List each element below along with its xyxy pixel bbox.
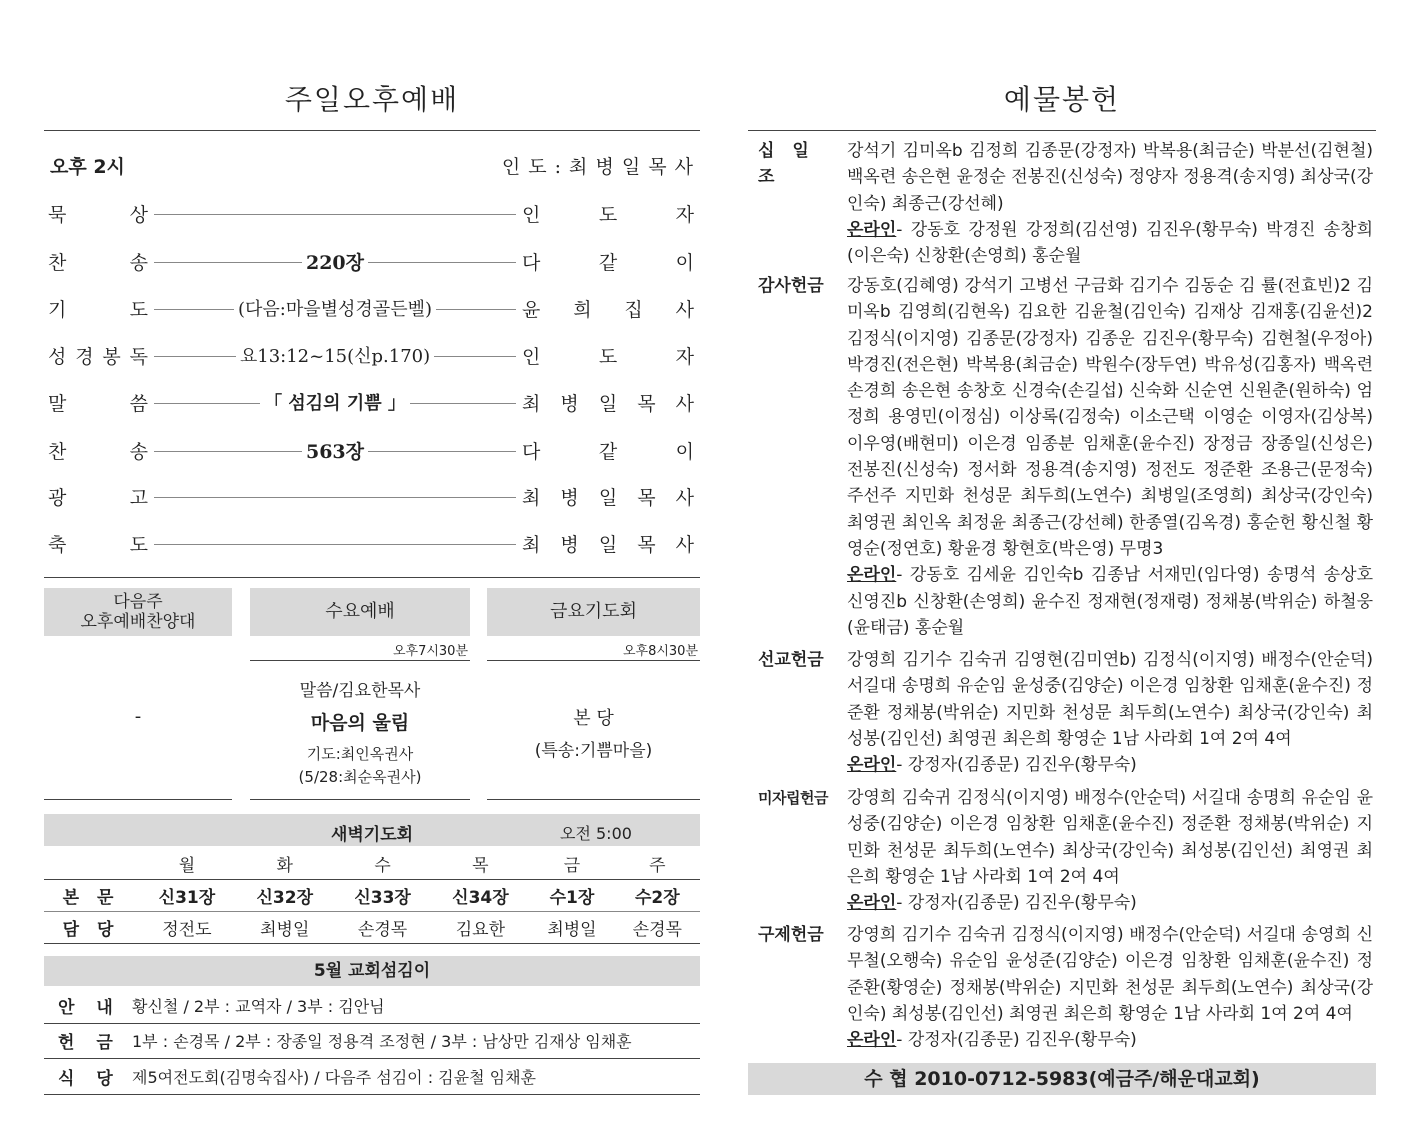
- offering-names: [847, 138, 1373, 269]
- order-responsible: [522, 483, 694, 510]
- dawn-cell: 신32장: [256, 888, 313, 908]
- order-detail-text: 563장: [302, 441, 368, 463]
- dawn-cell: 신34장: [452, 888, 509, 908]
- dawn-cell: 최병일: [260, 920, 310, 940]
- label-char: 씀: [129, 393, 148, 415]
- wednesday-next-prayer: (5/28:최순옥권사): [298, 768, 422, 786]
- label-char: 봉: [102, 346, 121, 368]
- service-leader: 인 도 : 최 병 일 목 사: [501, 156, 694, 178]
- dawn-title: 새벽기도회: [330, 825, 414, 845]
- order-label: [48, 437, 148, 464]
- dawn-cell: 화: [276, 856, 293, 876]
- dawn-cell: 신33장: [354, 888, 411, 908]
- dawn-time: 오전 5:00: [560, 824, 632, 843]
- label-char: 성: [48, 346, 67, 368]
- label-char: 일: [598, 487, 618, 509]
- servant-names: 1부 : 손경목 / 2부 : 장종일 정용격 조정현 / 3부 : 남상만 김재상 임채훈: [132, 1031, 632, 1051]
- dawn-prayer-header: [44, 814, 700, 846]
- friday-header: 금요기도회: [487, 588, 700, 636]
- order-label: [48, 200, 148, 227]
- leader-line: [154, 214, 516, 215]
- offering-category: 구제헌금: [758, 925, 824, 945]
- dawn-cell: 손경목: [632, 920, 682, 940]
- choir-title-2: 오후예배찬양대: [80, 612, 196, 632]
- order-row: [44, 530, 700, 560]
- label-char: 고: [129, 487, 148, 509]
- label-char: 말: [48, 393, 67, 415]
- online-label: 온라인: [847, 893, 897, 914]
- order-detail-text: 요13:12~15(신p.170): [236, 346, 434, 367]
- offering-category: 미자립헌금: [758, 789, 828, 807]
- service-time: 오후 2시: [50, 156, 125, 178]
- servant-role: 안 내: [58, 997, 121, 1018]
- online-donor-list: - 강정자(김종문) 김진우(황무숙): [896, 755, 1137, 776]
- online-label: 온라인: [847, 219, 897, 240]
- label-char: 목: [637, 534, 656, 556]
- label-char: 병: [560, 393, 579, 415]
- label-char: 같: [598, 441, 618, 463]
- choir-value: -: [134, 706, 142, 727]
- label-char: 독: [129, 346, 148, 368]
- wednesday-sermon-title: 마음의 울림: [310, 712, 410, 734]
- order-responsible: [522, 248, 694, 275]
- servants-header: 5월 교회섬김이: [44, 956, 700, 986]
- servant-row: [44, 987, 700, 1024]
- order-detail: [154, 389, 516, 415]
- label-char: 다: [522, 441, 541, 463]
- label-char: 인: [522, 204, 541, 226]
- divider: [44, 577, 700, 578]
- order-detail: [154, 295, 516, 321]
- order-row: [44, 200, 700, 230]
- label-char: 최: [522, 393, 541, 415]
- order-detail: [154, 342, 516, 368]
- dawn-cell: 김요한: [455, 920, 506, 940]
- donor-list: 강석기 김미옥b 김정희 김종문(강정자) 박복용(최금순) 박분선(김현철) 백옥련 송은현 윤정순 전봉진(신성숙) 정양자 정용격(송지영) 최상국(강인숙) 최종근(강선혜): [847, 141, 1373, 214]
- order-label: [48, 248, 148, 275]
- order-label: [48, 530, 148, 557]
- label-char: 인: [522, 346, 541, 368]
- dawn-cell: 수: [374, 856, 391, 876]
- order-row: [44, 248, 700, 278]
- online-label: 온라인: [847, 755, 897, 776]
- order-label: [48, 389, 148, 416]
- divider: [250, 660, 470, 661]
- online-donor-list: - 강동호 김세윤 김인숙b 김종남 서재민(임다영) 송명석 송상호 신영진b 신창환(손영희) 윤수진 정재현(정재령) 정채봉(박위순) 하철웅(윤태금) 홍순월: [847, 565, 1373, 638]
- label-char: 사: [675, 393, 694, 415]
- label-char: 다: [522, 252, 541, 274]
- offerings-panel: [748, 0, 1376, 1143]
- label-char: 도: [129, 534, 148, 556]
- friday-time: 오후8시30분: [622, 644, 698, 659]
- label-char: 광: [48, 487, 67, 509]
- label-char: 도: [129, 299, 148, 321]
- offering-category: 감사헌금: [758, 276, 824, 296]
- friday-special: (특송:기쁨마을): [534, 741, 653, 761]
- label-char: 송: [129, 441, 148, 463]
- divider: [748, 130, 1376, 131]
- dawn-cell: 최병일: [547, 920, 597, 940]
- label-char: 자: [675, 346, 694, 368]
- choir-title-1: 다음주: [113, 592, 163, 612]
- divider: [487, 660, 700, 661]
- friday-place: 본 당: [573, 708, 614, 729]
- divider: [487, 799, 700, 800]
- order-detail: [154, 248, 516, 275]
- servant-row: [44, 1022, 700, 1059]
- divider: [250, 799, 470, 800]
- label-char: 집: [624, 299, 643, 321]
- wednesday-header: 수요예배: [250, 588, 470, 636]
- divider: [44, 799, 232, 800]
- page-title: 주일오후예배: [284, 83, 460, 116]
- order-row: [44, 389, 700, 419]
- order-detail-text: (다음:마을별성경골든벨): [234, 299, 436, 320]
- dawn-row-label: 본 문: [62, 888, 120, 908]
- dawn-cell: 손경목: [357, 920, 408, 940]
- leader-line: [154, 544, 516, 545]
- dawn-row-label: 담 당: [62, 920, 120, 940]
- label-char: 이: [675, 441, 694, 463]
- order-responsible: [522, 389, 694, 416]
- order-responsible: [522, 200, 694, 227]
- label-char: 일: [598, 393, 618, 415]
- label-char: 같: [598, 252, 618, 274]
- order-row: [44, 295, 700, 325]
- label-char: 최: [522, 534, 541, 556]
- offering-names: [847, 647, 1373, 778]
- dawn-cell: 정전도: [162, 920, 212, 940]
- dawn-schedule-table: [44, 848, 700, 944]
- label-char: 기: [48, 299, 67, 321]
- order-detail: [154, 437, 516, 464]
- label-char: 사: [675, 487, 694, 509]
- online-donor-list: - 강정자(김종문) 김진우(황무숙): [896, 893, 1137, 914]
- order-label: [48, 483, 148, 510]
- label-char: 윤: [522, 299, 541, 321]
- label-char: 상: [129, 204, 148, 226]
- label-char: 병: [560, 487, 579, 509]
- label-char: 목: [637, 487, 656, 509]
- label-char: 묵: [48, 204, 67, 226]
- wednesday-time: 오후7시30분: [392, 644, 468, 659]
- bank-account: 수 협 2010-0712-5983(예금주/해운대교회): [748, 1063, 1376, 1095]
- label-char: 찬: [48, 441, 67, 463]
- choir-header: [44, 588, 232, 636]
- dawn-cell: 주: [649, 856, 666, 876]
- order-row: [44, 483, 700, 513]
- label-char: 사: [675, 299, 694, 321]
- order-detail-text: 「 섬김의 기쁨 」: [260, 393, 410, 414]
- online-donor-list: - 강동호 강정원 강정희(김선영) 김진우(황무숙) 박경진 송창희(이은숙) 신창환(손영희) 홍순월: [847, 219, 1373, 267]
- dawn-row-label: [44, 848, 138, 880]
- offering-category: 선교헌금: [758, 650, 824, 670]
- order-responsible: [522, 295, 694, 322]
- offering-names: [847, 922, 1373, 1053]
- divider: [44, 130, 700, 131]
- label-char: 송: [129, 252, 148, 274]
- online-label: 온라인: [847, 1030, 897, 1051]
- order-responsible: [522, 342, 694, 369]
- order-label: [48, 342, 148, 369]
- donor-list: 강영희 김숙귀 김정식(이지영) 배정수(안순덕) 서길대 송명희 유순임 윤성중(김양순) 이은경 임창환 임채훈(윤수진) 정준환 정채봉(박위순) 지민화 천성문 최두희(노연수) 최상국(강인숙) 최성봉(김인선) 최영권 최은희 황영순 1남 사라회 1여 2여 4여: [847, 788, 1373, 887]
- order-label: [48, 295, 148, 322]
- order-detail-text: 220장: [302, 252, 368, 274]
- label-char: 찬: [48, 252, 67, 274]
- dawn-cell: 목: [472, 856, 489, 876]
- servant-names: 제5여전도회(김명숙집사) / 다음주 섬김이 : 김윤철 임채훈: [132, 1067, 536, 1087]
- online-label: 온라인: [847, 565, 897, 586]
- dawn-cell: 수1장: [549, 888, 595, 908]
- offering-category: 십 일 조: [758, 141, 815, 188]
- servant-role: 헌 금: [58, 1032, 121, 1053]
- donor-list: 강영희 김기수 김숙귀 김정식(이지영) 배정수(안순덕) 서길대 송영희 신무철(오행숙) 유순임 윤성준(김양순) 이은경 임창환 임채훈(윤수진) 정준환(황영순) 정채봉(박위순) 지민화 천성문 최두희(노연수) 최상국(강인숙) 최성봉(김인선) 최영권 최은희 황영순 1남 사라회 1여 2여 4여: [847, 925, 1373, 1024]
- label-char: 도: [598, 204, 618, 226]
- servant-names: 황신철 / 2부 : 교역자 / 3부 : 김안님: [132, 996, 385, 1016]
- label-char: 이: [675, 252, 694, 274]
- order-row: [44, 342, 700, 372]
- dawn-cell: 금: [563, 856, 581, 876]
- order-row: [44, 437, 700, 467]
- servant-row: [44, 1058, 700, 1095]
- order-responsible: [522, 437, 694, 464]
- label-char: 도: [598, 346, 618, 368]
- order-responsible: [522, 530, 694, 557]
- label-char: 목: [637, 393, 656, 415]
- afternoon-service-panel: [44, 0, 700, 1143]
- leader-line: [154, 497, 516, 498]
- label-char: 경: [75, 346, 94, 368]
- label-char: 사: [675, 534, 694, 556]
- donor-list: 강동호(김혜영) 강석기 고병선 구금화 김기수 김동순 김 률(전효빈)2 김미옥b 김영희(김현옥) 김요한 김윤철(김인숙) 김재상 김재홍(김윤선)2 김정식(이지영) 김종문(강정자) 김종운 김진우(황무숙) 김현철(우정아) 박경진(전은현) 박복용(최금순) 박원수(장두연) 박유성(김홍자) 백옥련 손경희 송은현 송창호 신경숙(손길섭) 신숙화 신순연 신원춘(원하숙) 엄정희 용영민(이정심) 이상록(김정숙) 이소근택 이영순 이영자(김상복) 이우영(배현미) 이은경 임종분 임채훈(윤수진) 장정금 장종일(신성은) 전봉진(신성숙) 정서화 정용격(송지영) 정전도 정준환 조용근(문정숙) 주선주 지민화 천성문 최두희(노연수) 최병일(조영희) 최상국(강인숙) 최영권 최인옥 최정윤 최종근(강선혜) 한종열(김옥경) 홍순헌 황신철 황영순(정연호) 황윤경 황현호(박은영) 무명3: [847, 276, 1373, 559]
- wednesday-prayer: 기도:최인옥권사: [306, 745, 414, 763]
- dawn-cell: 수2장: [634, 888, 680, 908]
- servant-role: 식 당: [58, 1068, 121, 1089]
- label-char: 자: [675, 204, 694, 226]
- offerings-title: 예물봉헌: [1003, 83, 1121, 116]
- wednesday-sermon: 말씀/김요한목사: [299, 681, 421, 701]
- label-char: 희: [573, 299, 592, 321]
- offering-names: [847, 785, 1373, 916]
- online-donor-list: - 강정자(김종문) 김진우(황무숙): [896, 1030, 1137, 1051]
- offering-names: [847, 273, 1373, 641]
- dawn-cell: 신31장: [158, 888, 216, 908]
- donor-list: 강영희 김기수 김숙귀 김영현(김미연b) 김정식(이지영) 배정수(안순덕) 서길대 송명희 유순임 윤성중(김양순) 이은경 임창환 임채훈(윤수진) 정준환 정채봉(박위순) 지민화 천성문 최두희(노연수) 최상국(강인숙) 최성봉(김인선) 최영권 최은희 황영순 1남 사라회 1여 2여 4여: [847, 650, 1373, 749]
- label-char: 최: [522, 487, 541, 509]
- label-char: 병: [560, 534, 579, 556]
- label-char: 축: [48, 534, 67, 556]
- dawn-cell: 월: [178, 856, 196, 876]
- label-char: 일: [598, 534, 618, 556]
